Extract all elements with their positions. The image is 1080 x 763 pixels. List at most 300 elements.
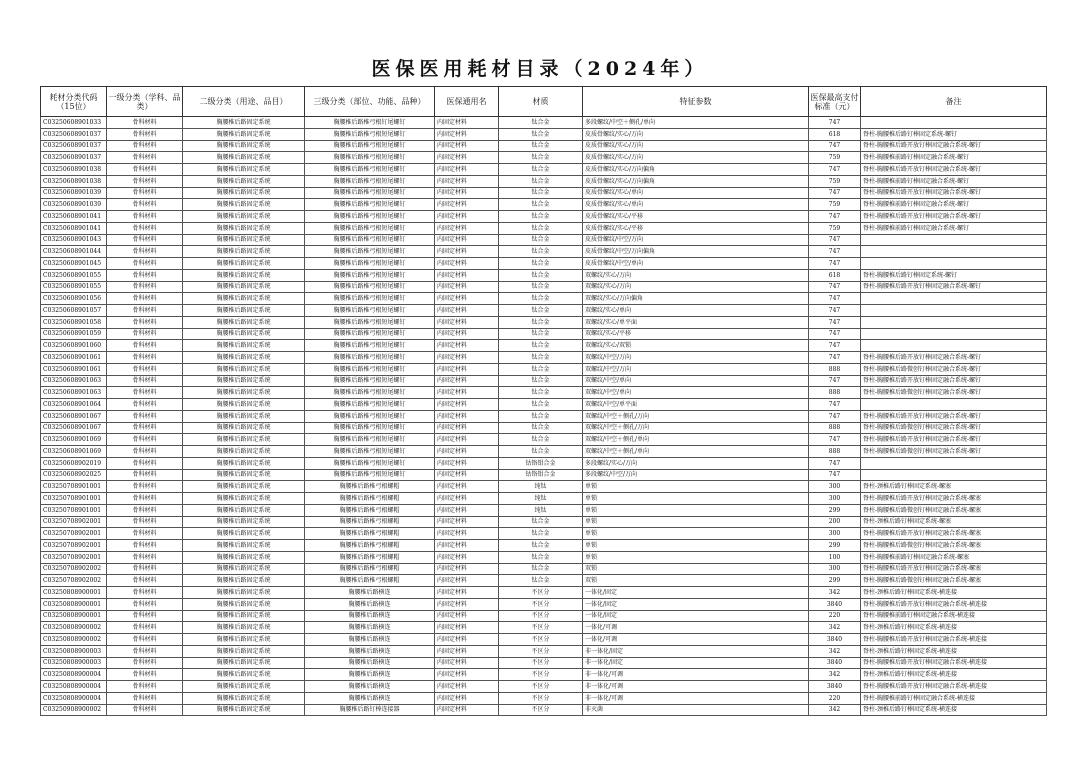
max-payment-cell: 747 — [809, 410, 861, 422]
max-payment-cell: 300 — [809, 528, 861, 540]
features-cell: 单锁 — [583, 504, 809, 516]
level2-cell: 胸腰椎后路固定系统 — [183, 175, 305, 187]
level3-cell: 胸腰椎后路椎弓根短尾螺钉 — [305, 387, 435, 399]
level2-cell: 胸腰椎后路固定系统 — [183, 211, 305, 223]
features-cell: 皮质骨螺纹/实心/平移 — [583, 211, 809, 223]
features-cell: 非一体化/固定 — [583, 657, 809, 669]
max-payment-cell: 300 — [809, 481, 861, 493]
level1-cell: 骨科材料 — [107, 528, 183, 540]
material-cell: 钛合金 — [499, 446, 583, 458]
level1-cell: 骨科材料 — [107, 269, 183, 281]
code-cell: C03250708902002 — [41, 575, 107, 587]
code-cell: C03250708902001 — [41, 551, 107, 563]
code-cell: C03250608901059 — [41, 328, 107, 340]
table-row — [41, 598, 1047, 610]
generic-name-cell: 内固定材料 — [435, 575, 499, 587]
material-cell: 钴铬钼合金 — [499, 457, 583, 469]
level3-cell: 胸腰椎后路椎弓根短尾螺钉 — [305, 234, 435, 246]
material-cell: 不区分 — [499, 681, 583, 693]
remarks-cell — [861, 258, 1047, 270]
material-cell: 钛合金 — [499, 258, 583, 270]
generic-name-cell: 内固定材料 — [435, 551, 499, 563]
generic-name-cell: 内固定材料 — [435, 199, 499, 211]
level3-cell: 胸腰椎后路椎弓根短尾螺钉 — [305, 434, 435, 446]
code-cell: C03250708901001 — [41, 481, 107, 493]
material-cell: 钛合金 — [499, 211, 583, 223]
max-payment-cell: 747 — [809, 258, 861, 270]
table-row — [41, 399, 1047, 411]
level1-cell: 骨科材料 — [107, 587, 183, 599]
level3-cell: 胸腰椎后路椎弓根短尾螺钉 — [305, 211, 435, 223]
material-cell: 钛合金 — [499, 540, 583, 552]
level1-cell: 骨科材料 — [107, 128, 183, 140]
features-cell: 一体化/固定 — [583, 587, 809, 599]
max-payment-cell: 747 — [809, 340, 861, 352]
generic-name-cell: 内固定材料 — [435, 587, 499, 599]
level3-cell: 胸腰椎后路横连 — [305, 669, 435, 681]
level2-cell: 胸腰椎后路固定系统 — [183, 434, 305, 446]
level3-cell: 胸腰椎后路横连 — [305, 681, 435, 693]
generic-name-cell: 内固定材料 — [435, 410, 499, 422]
level1-cell: 骨科材料 — [107, 246, 183, 258]
features-cell: 双螺纹/实心/万向 — [583, 281, 809, 293]
level1-cell: 骨科材料 — [107, 434, 183, 446]
material-cell: 钛合金 — [499, 164, 583, 176]
table-row — [41, 551, 1047, 563]
features-cell: 单锁 — [583, 493, 809, 505]
generic-name-cell: 内固定材料 — [435, 610, 499, 622]
material-cell: 钛合金 — [499, 528, 583, 540]
level3-cell: 胸腰椎后路椎弓根螺帽 — [305, 493, 435, 505]
max-payment-cell: 747 — [809, 164, 861, 176]
level2-cell: 胸腰椎后路固定系统 — [183, 410, 305, 422]
level2-cell: 胸腰椎后路固定系统 — [183, 128, 305, 140]
level3-cell: 胸腰椎后路椎弓根短尾螺钉 — [305, 164, 435, 176]
level3-cell: 胸腰椎后路横连 — [305, 645, 435, 657]
table-row — [41, 187, 1047, 199]
generic-name-cell: 内固定材料 — [435, 516, 499, 528]
code-cell: C03250608901039 — [41, 199, 107, 211]
level2-cell: 胸腰椎后路固定系统 — [183, 187, 305, 199]
level2-cell: 胸腰椎后路固定系统 — [183, 222, 305, 234]
level2-cell: 胸腰椎后路固定系统 — [183, 422, 305, 434]
header-features: 特征参数 — [583, 87, 809, 117]
code-cell: C03250608901038 — [41, 164, 107, 176]
level3-cell: 胸腰椎后路椎弓根钉尾螺钉 — [305, 117, 435, 129]
table-row — [41, 316, 1047, 328]
remarks-cell: 脊柱-胸腰椎后路开放钉棒固定融合系统-螺塞 — [861, 528, 1047, 540]
level1-cell: 骨科材料 — [107, 493, 183, 505]
material-cell: 不区分 — [499, 645, 583, 657]
material-cell: 纯钛 — [499, 504, 583, 516]
material-cell: 钛合金 — [499, 575, 583, 587]
max-payment-cell: 300 — [809, 493, 861, 505]
remarks-cell — [861, 340, 1047, 352]
remarks-cell: 脊柱-胸腰椎后路开放钉棒固定融合系统-横连接 — [861, 657, 1047, 669]
level1-cell: 骨科材料 — [107, 481, 183, 493]
material-cell: 纯钛 — [499, 493, 583, 505]
level2-cell: 胸腰椎后路固定系统 — [183, 305, 305, 317]
level1-cell: 骨科材料 — [107, 222, 183, 234]
features-cell: 双螺纹/中空＋侧孔/万向 — [583, 422, 809, 434]
features-cell: 双螺纹/实心/单平面 — [583, 316, 809, 328]
level3-cell: 胸腰椎后路椎弓根短尾螺钉 — [305, 305, 435, 317]
generic-name-cell: 内固定材料 — [435, 211, 499, 223]
max-payment-cell: 747 — [809, 246, 861, 258]
features-cell: 多段螺纹/实心/万向 — [583, 457, 809, 469]
level1-cell: 骨科材料 — [107, 563, 183, 575]
features-cell: 非灭菌 — [583, 704, 809, 716]
code-cell: C03250608901038 — [41, 175, 107, 187]
code-cell: C03250608901058 — [41, 316, 107, 328]
remarks-cell: 脊柱-颈椎后路钉棒固定系统-横连接 — [861, 669, 1047, 681]
level2-cell: 胸腰椎后路固定系统 — [183, 199, 305, 211]
remarks-cell: 脊柱-胸腰椎后路钉棒固定系统-螺钉 — [861, 128, 1047, 140]
material-cell: 钛合金 — [499, 234, 583, 246]
level2-cell: 胸腰椎后路固定系统 — [183, 281, 305, 293]
table-row — [41, 234, 1047, 246]
level3-cell: 胸腰椎后路椎弓根短尾螺钉 — [305, 410, 435, 422]
header-max-payment: 医保最高支付标准（元） — [809, 87, 861, 117]
table-row — [41, 469, 1047, 481]
max-payment-cell: 200 — [809, 516, 861, 528]
table-row — [41, 340, 1047, 352]
material-cell: 钛合金 — [499, 187, 583, 199]
generic-name-cell: 内固定材料 — [435, 128, 499, 140]
table-row — [41, 563, 1047, 575]
features-cell: 双螺纹/实心/万向偏角 — [583, 293, 809, 305]
level3-cell: 胸腰椎后路椎弓根螺帽 — [305, 563, 435, 575]
material-cell: 钛合金 — [499, 352, 583, 364]
remarks-cell: 脊柱-胸腰椎前路钉棒固定融合系统-横连接 — [861, 692, 1047, 704]
remarks-cell: 脊柱-胸腰椎后路微创钉棒固定融合系统-螺塞 — [861, 540, 1047, 552]
generic-name-cell: 内固定材料 — [435, 434, 499, 446]
level3-cell: 胸腰椎后路横连 — [305, 634, 435, 646]
table-row — [41, 258, 1047, 270]
generic-name-cell: 内固定材料 — [435, 669, 499, 681]
level3-cell: 胸腰椎后路横连 — [305, 587, 435, 599]
remarks-cell: 脊柱-胸腰椎后路开放钉棒固定融合系统-螺钉 — [861, 140, 1047, 152]
table-row — [41, 211, 1047, 223]
table-row — [41, 128, 1047, 140]
level3-cell: 胸腰椎后路椎弓根短尾螺钉 — [305, 128, 435, 140]
level2-cell: 胸腰椎后路固定系统 — [183, 528, 305, 540]
remarks-cell — [861, 399, 1047, 411]
table-row — [41, 293, 1047, 305]
level3-cell: 胸腰椎后路椎弓根短尾螺钉 — [305, 422, 435, 434]
max-payment-cell: 747 — [809, 211, 861, 223]
level1-cell: 骨科材料 — [107, 375, 183, 387]
level1-cell: 骨科材料 — [107, 399, 183, 411]
level1-cell: 骨科材料 — [107, 316, 183, 328]
code-cell: C03250608901069 — [41, 446, 107, 458]
level3-cell: 胸腰椎后路椎弓根短尾螺钉 — [305, 269, 435, 281]
max-payment-cell: 747 — [809, 305, 861, 317]
level1-cell: 骨科材料 — [107, 340, 183, 352]
level1-cell: 骨科材料 — [107, 140, 183, 152]
table-row — [41, 387, 1047, 399]
level3-cell: 胸腰椎后路椎弓根短尾螺钉 — [305, 316, 435, 328]
remarks-cell: 脊柱-胸腰椎前路钉棒固定融合系统-螺钉 — [861, 175, 1047, 187]
code-cell: C03250708902001 — [41, 540, 107, 552]
remarks-cell: 脊柱-胸腰椎后路开放钉棒固定融合系统-横连接 — [861, 634, 1047, 646]
code-cell: C03250808900001 — [41, 610, 107, 622]
code-cell: C03250608901064 — [41, 399, 107, 411]
code-cell: C03250808900002 — [41, 622, 107, 634]
generic-name-cell: 内固定材料 — [435, 422, 499, 434]
material-cell: 钛合金 — [499, 222, 583, 234]
remarks-cell: 脊柱-胸腰椎后路开放钉棒固定融合系统-螺钉 — [861, 164, 1047, 176]
remarks-cell: 脊柱-胸腰椎前路钉棒固定融合系统-螺塞 — [861, 551, 1047, 563]
level3-cell: 胸腰椎后路椎弓根螺帽 — [305, 481, 435, 493]
remarks-cell — [861, 305, 1047, 317]
features-cell: 非一体化/固定 — [583, 645, 809, 657]
catalog-table — [40, 86, 1047, 716]
material-cell: 钛合金 — [499, 246, 583, 258]
material-cell: 钛合金 — [499, 422, 583, 434]
features-cell: 单锁 — [583, 516, 809, 528]
header-remarks: 备注 — [861, 87, 1047, 117]
material-cell: 钛合金 — [499, 305, 583, 317]
table-row — [41, 140, 1047, 152]
level1-cell: 骨科材料 — [107, 175, 183, 187]
code-cell: C03250808900004 — [41, 669, 107, 681]
max-payment-cell: 342 — [809, 704, 861, 716]
level1-cell: 骨科材料 — [107, 551, 183, 563]
table-row — [41, 645, 1047, 657]
level3-cell: 胸腰椎后路椎弓根短尾螺钉 — [305, 246, 435, 258]
generic-name-cell: 内固定材料 — [435, 446, 499, 458]
material-cell: 钛合金 — [499, 128, 583, 140]
features-cell: 单锁 — [583, 481, 809, 493]
max-payment-cell: 759 — [809, 175, 861, 187]
table-row — [41, 269, 1047, 281]
generic-name-cell: 内固定材料 — [435, 140, 499, 152]
features-cell: 皮质骨螺纹/中空/万向偏角 — [583, 246, 809, 258]
code-cell: C03250608901043 — [41, 234, 107, 246]
level2-cell: 胸腰椎后路固定系统 — [183, 563, 305, 575]
features-cell: 非一体化/可调 — [583, 681, 809, 693]
remarks-cell: 脊柱-胸腰椎后路微创钉棒固定融合系统-螺塞 — [861, 504, 1047, 516]
material-cell: 钛合金 — [499, 175, 583, 187]
generic-name-cell: 内固定材料 — [435, 493, 499, 505]
level1-cell: 骨科材料 — [107, 199, 183, 211]
features-cell: 双螺纹/中空/单平面 — [583, 399, 809, 411]
level3-cell: 胸腰椎后路椎弓根短尾螺钉 — [305, 187, 435, 199]
code-cell: C03250908900002 — [41, 704, 107, 716]
level2-cell: 胸腰椎后路固定系统 — [183, 704, 305, 716]
level1-cell: 骨科材料 — [107, 469, 183, 481]
level1-cell: 骨科材料 — [107, 516, 183, 528]
table-row — [41, 575, 1047, 587]
level2-cell: 胸腰椎后路固定系统 — [183, 598, 305, 610]
code-cell: C03250808900001 — [41, 587, 107, 599]
material-cell: 钛合金 — [499, 269, 583, 281]
code-cell: C03250608901061 — [41, 352, 107, 364]
remarks-cell: 脊柱-颈椎后路钉棒固定系统-横连接 — [861, 704, 1047, 716]
remarks-cell: 脊柱-胸腰椎前路钉棒固定融合系统-螺钉 — [861, 152, 1047, 164]
level2-cell: 胸腰椎后路固定系统 — [183, 375, 305, 387]
level2-cell: 胸腰椎后路固定系统 — [183, 540, 305, 552]
generic-name-cell: 内固定材料 — [435, 622, 499, 634]
generic-name-cell: 内固定材料 — [435, 340, 499, 352]
features-cell: 单锁 — [583, 540, 809, 552]
level3-cell: 胸腰椎后路椎弓根短尾螺钉 — [305, 352, 435, 364]
generic-name-cell: 内固定材料 — [435, 540, 499, 552]
remarks-cell — [861, 457, 1047, 469]
level1-cell: 骨科材料 — [107, 234, 183, 246]
generic-name-cell: 内固定材料 — [435, 305, 499, 317]
material-cell: 钛合金 — [499, 117, 583, 129]
material-cell: 钛合金 — [499, 387, 583, 399]
table-row — [41, 669, 1047, 681]
material-cell: 钛合金 — [499, 316, 583, 328]
remarks-cell: 脊柱-颈椎后路钉棒固定系统-螺塞 — [861, 516, 1047, 528]
remarks-cell: 脊柱-胸腰椎后路开放钉棒固定融合系统-螺钉 — [861, 281, 1047, 293]
level3-cell: 胸腰椎后路椎弓根螺帽 — [305, 551, 435, 563]
material-cell: 钛合金 — [499, 281, 583, 293]
level3-cell: 胸腰椎后路椎弓根螺帽 — [305, 516, 435, 528]
remarks-cell: 脊柱-胸腰椎后路开放钉棒固定融合系统-螺钉 — [861, 410, 1047, 422]
table-row — [41, 610, 1047, 622]
level3-cell: 胸腰椎后路横连 — [305, 692, 435, 704]
table-row — [41, 540, 1047, 552]
generic-name-cell: 内固定材料 — [435, 281, 499, 293]
features-cell: 双螺纹/中空/万向 — [583, 363, 809, 375]
table-row — [41, 328, 1047, 340]
level2-cell: 胸腰椎后路固定系统 — [183, 117, 305, 129]
level1-cell: 骨科材料 — [107, 681, 183, 693]
generic-name-cell: 内固定材料 — [435, 117, 499, 129]
generic-name-cell: 内固定材料 — [435, 352, 499, 364]
generic-name-cell: 内固定材料 — [435, 504, 499, 516]
level1-cell: 骨科材料 — [107, 363, 183, 375]
generic-name-cell: 内固定材料 — [435, 457, 499, 469]
code-cell: C03250608901033 — [41, 117, 107, 129]
material-cell: 钛合金 — [499, 328, 583, 340]
level2-cell: 胸腰椎后路固定系统 — [183, 164, 305, 176]
level2-cell: 胸腰椎后路固定系统 — [183, 669, 305, 681]
features-cell: 一体化/可调 — [583, 634, 809, 646]
max-payment-cell: 747 — [809, 457, 861, 469]
features-cell: 皮质骨螺纹/中空/万向 — [583, 234, 809, 246]
table-row — [41, 493, 1047, 505]
level2-cell: 胸腰椎后路固定系统 — [183, 399, 305, 411]
level1-cell: 骨科材料 — [107, 352, 183, 364]
table-row — [41, 587, 1047, 599]
level3-cell: 胸腰椎后路椎弓根螺帽 — [305, 575, 435, 587]
features-cell: 一体化/可调 — [583, 622, 809, 634]
max-payment-cell: 299 — [809, 504, 861, 516]
header-code: 耗材分类代码（15位） — [41, 87, 107, 117]
level2-cell: 胸腰椎后路固定系统 — [183, 587, 305, 599]
level1-cell: 骨科材料 — [107, 164, 183, 176]
features-cell: 单锁 — [583, 551, 809, 563]
level3-cell: 胸腰椎后路横连 — [305, 598, 435, 610]
features-cell: 一体化/固定 — [583, 598, 809, 610]
code-cell: C03250608901060 — [41, 340, 107, 352]
remarks-cell: 脊柱-胸腰椎后路微创钉棒固定融合系统-螺钉 — [861, 363, 1047, 375]
max-payment-cell: 3840 — [809, 657, 861, 669]
level1-cell: 骨科材料 — [107, 504, 183, 516]
generic-name-cell: 内固定材料 — [435, 598, 499, 610]
level3-cell: 胸腰椎后路椎弓根短尾螺钉 — [305, 281, 435, 293]
level2-cell: 胸腰椎后路固定系统 — [183, 152, 305, 164]
header-generic-name: 医保通用名 — [435, 87, 499, 117]
table-body — [41, 117, 1047, 716]
code-cell: C03250608901041 — [41, 222, 107, 234]
code-cell: C03250608901061 — [41, 363, 107, 375]
code-cell: C03250608901037 — [41, 140, 107, 152]
level1-cell: 骨科材料 — [107, 211, 183, 223]
level1-cell: 骨科材料 — [107, 657, 183, 669]
max-payment-cell: 747 — [809, 328, 861, 340]
remarks-cell: 脊柱-胸腰椎后路开放钉棒固定融合系统-横连接 — [861, 598, 1047, 610]
features-cell: 双螺纹/中空/万向 — [583, 352, 809, 364]
header-material: 材质 — [499, 87, 583, 117]
remarks-cell — [861, 316, 1047, 328]
level1-cell: 骨科材料 — [107, 634, 183, 646]
generic-name-cell: 内固定材料 — [435, 246, 499, 258]
features-cell: 双螺纹/中空/单向 — [583, 375, 809, 387]
max-payment-cell: 747 — [809, 434, 861, 446]
level3-cell: 胸腰椎后路横连 — [305, 610, 435, 622]
features-cell: 双螺纹/实心/万向 — [583, 269, 809, 281]
features-cell: 单锁 — [583, 528, 809, 540]
max-payment-cell: 299 — [809, 575, 861, 587]
level3-cell: 胸腰椎后路椎弓根短尾螺钉 — [305, 363, 435, 375]
remarks-cell: 脊柱-胸腰椎后路开放钉棒固定融合系统-螺钉 — [861, 352, 1047, 364]
features-cell: 非一体化/可调 — [583, 692, 809, 704]
level2-cell: 胸腰椎后路固定系统 — [183, 234, 305, 246]
table-row — [41, 246, 1047, 258]
code-cell: C03250808900001 — [41, 598, 107, 610]
generic-name-cell: 内固定材料 — [435, 375, 499, 387]
max-payment-cell: 342 — [809, 622, 861, 634]
level1-cell: 骨科材料 — [107, 704, 183, 716]
material-cell: 钛合金 — [499, 551, 583, 563]
max-payment-cell: 747 — [809, 293, 861, 305]
material-cell: 钛合金 — [499, 293, 583, 305]
max-payment-cell: 300 — [809, 563, 861, 575]
remarks-cell — [861, 293, 1047, 305]
code-cell: C03250608901045 — [41, 258, 107, 270]
code-cell: C03250608901069 — [41, 434, 107, 446]
max-payment-cell: 747 — [809, 140, 861, 152]
max-payment-cell: 220 — [809, 692, 861, 704]
code-cell: C03250808900002 — [41, 634, 107, 646]
level1-cell: 骨科材料 — [107, 305, 183, 317]
level1-cell: 骨科材料 — [107, 645, 183, 657]
level3-cell: 胸腰椎后路椎弓根短尾螺钉 — [305, 328, 435, 340]
remarks-cell: 脊柱-颈椎后路钉棒固定系统-横连接 — [861, 645, 1047, 657]
level3-cell: 胸腰椎后路椎弓根螺帽 — [305, 504, 435, 516]
features-cell: 皮质骨螺纹/实心/万向偏角 — [583, 175, 809, 187]
generic-name-cell: 内固定材料 — [435, 363, 499, 375]
remarks-cell: 脊柱-胸腰椎前路钉棒固定融合系统-螺钉 — [861, 199, 1047, 211]
remarks-cell: 脊柱-颈椎后路钉棒固定系统-横连接 — [861, 622, 1047, 634]
material-cell: 不区分 — [499, 598, 583, 610]
generic-name-cell: 内固定材料 — [435, 528, 499, 540]
level3-cell: 胸腰椎后路椎弓根短尾螺钉 — [305, 446, 435, 458]
features-cell: 皮质骨螺纹/实心/万向 — [583, 128, 809, 140]
level2-cell: 胸腰椎后路固定系统 — [183, 246, 305, 258]
code-cell: C03250608901037 — [41, 128, 107, 140]
level2-cell: 胸腰椎后路固定系统 — [183, 469, 305, 481]
table-row — [41, 422, 1047, 434]
features-cell: 双螺纹/实心/双锁 — [583, 340, 809, 352]
generic-name-cell: 内固定材料 — [435, 634, 499, 646]
